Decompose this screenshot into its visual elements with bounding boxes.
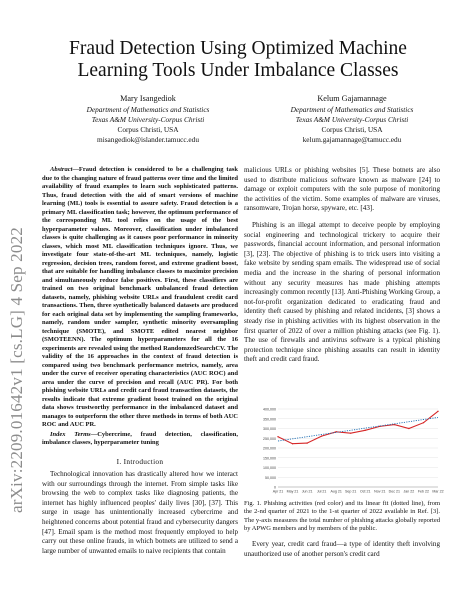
author-email: kelum.gajamannage@tamucc.edu	[302, 135, 402, 144]
y-tick-label: 300,000	[263, 427, 276, 431]
phishing-activity-point	[306, 442, 307, 443]
figure-caption: Fig. 1. Phishing activities (red color) and its linear fit (dotted line), from the 2-nd quarter of 2021 to the 1-st quarter of 2022 available in Ref. [3]. The y-axis measures the total number of phishing attacks globally reported by APWG members and by members of the public.	[244, 500, 440, 533]
author-email: misangediok@islander.tamucc.edu	[97, 135, 199, 144]
index-terms	[42, 431, 238, 448]
author-name: Mary Isangediok	[120, 94, 176, 103]
x-tick-label: Dec 21	[388, 489, 401, 494]
arxiv-identifier-text: arXiv:2209.01642v1 [cs.LG] 4 Sep 2022	[7, 227, 27, 513]
author-university: Texas A&M University-Corpus Christi	[91, 115, 205, 124]
right-paragraph-2: Phishing is an illegal attempt to deceive people by employing social engineering and technological trickery to acquire their passwords, financial account information, and personal information [3], [23]. The objective of phishing is to trick users into visiting a fake website by sending spam emails. The widespread use of social media and the increase in the sharing of personal information without any security measures has made phishing attempts increasingly common recently [13]. Anti-Phishing Working Group, a not-for-profit organization dedicated to eradicating fraud and identity theft caused by phishing and related incidents, [3] shows a steady rise in phishing activities with its highest observation in the first quarter of 2022 of over a million phishing attacks (see Fig. 1). The use of firewalls and antivirus software is a typical phishing protection technique since phishing assaults can result in identity theft and credit card fraud.	[244, 220, 440, 364]
intro-paragraph: Technological innovation has drastically altered how we interact with our surroundings through the internet. From simple tasks like browsing the web to complex tasks like diagnosing patients, the internet has highly influenced peoples' daily lives [30], [37]. This surge in usage has unintentionally increased cybercrime and heightened concerns about potential fraud and cybersecurity dangers [47]. Email spam is the method most frequently employed to help carry out these online frauds, in which botnets are utilized to send a large number of unwanted emails to naive recipients that contain	[42, 470, 238, 555]
phishing-activity-point	[292, 443, 293, 444]
x-tick-label: Aug 21	[330, 489, 342, 494]
phishing-activity-point	[408, 428, 409, 429]
abstract	[42, 166, 238, 430]
x-tick-label: Feb 22	[417, 489, 430, 494]
author-name: Kelum Gajamannage	[317, 94, 387, 103]
author-block-2	[262, 94, 442, 145]
author-department: Department of Mathematics and Statistics	[86, 105, 210, 114]
y-tick-label: 50,000	[265, 475, 276, 480]
y-tick-label: 250,000	[263, 436, 276, 441]
x-tick-label: Jul 21	[316, 489, 327, 494]
arxiv-identifier-stamp	[2, 160, 32, 580]
author-university: Texas A&M University-Corpus Christi	[295, 115, 409, 124]
y-tick-label: 150,000	[263, 456, 276, 461]
x-tick-label: Apr 21	[272, 489, 284, 494]
phishing-activity-point	[350, 432, 351, 433]
index-terms-label: Index Terms	[50, 430, 91, 438]
linear-fit-series-line	[278, 417, 438, 441]
x-tick-label: Jun 21	[301, 489, 313, 494]
phishing-activity-point	[365, 430, 366, 431]
phishing-activity-point	[321, 435, 322, 436]
y-tick-label: 350,000	[263, 417, 276, 422]
x-tick-label: Oct 21	[359, 489, 371, 494]
y-tick-label: 200,000	[263, 446, 276, 451]
y-tick-label: 400,000	[263, 407, 276, 412]
section-heading: I. Introduction	[116, 456, 164, 466]
y-tick-label: 100,000	[263, 466, 276, 470]
x-tick-label: Nov 21	[374, 489, 386, 494]
x-tick-label: Jan 22	[403, 489, 415, 494]
left-column	[42, 166, 238, 556]
index-terms-text: —Cybercrime, fraud detection, classification, imbalance classes, hyperparameter tuning	[42, 430, 239, 446]
phishing-activity-point	[277, 436, 278, 437]
phishing-activity-series-line	[278, 411, 438, 443]
title-line-1: Fraud Detection Using Optimized Machine	[69, 38, 407, 59]
right-column	[244, 166, 440, 365]
paper-title	[36, 38, 440, 82]
author-city: Corpus Christi, USA	[321, 125, 383, 134]
right-paragraph-1: malicious URLs or phishing websites [5]. These botnets are also used to distribute malicious software known as malware [24] to damage or exploit computers with the sole purpose of monitoring the activities of the victim. Some examples of malware are viruses, ransomware, Trojan horse, spyware, etc. [43].	[244, 166, 440, 213]
x-tick-label: Mar 22	[432, 489, 444, 494]
phishing-activity-line-chart	[248, 405, 442, 499]
x-tick-label: Sep 21	[345, 489, 357, 494]
author-city: Corpus Christi, USA	[117, 125, 179, 134]
phishing-activity-point	[437, 411, 438, 412]
right-column-continued	[244, 540, 440, 559]
abstract-label: Abstract	[50, 166, 73, 173]
abstract-text: —Fraud detection is considered to be a challenging task due to the changing nature of fraud patterns over time and the limited availability of fraud examples to learn such sophisticated patterns. Thus, fraud detection with the aid of smart versions of machine learning (ML) tools is essential to assure safety. Fraud detection is a primary ML classification task; however, the optimum performance of the corresponding ML tool relies on the usage of the best hyperparameter values. Moreover, classification under imbalanced classes is quite challenging as it causes poor performance in minority classes, which most ML classification techniques ignore. Thus, we investigate four state-of-the-art ML techniques, namely, logistic regression, decision trees, random forest, and extreme gradient boost, that are suitable for handling imbalance classes to maximize precision and simultaneously reduce false positives. First, these classifiers are trained on two original benchmark unbalanced fraud detection datasets, namely, phishing website URLs and fraudulent credit card transactions. Then, three synthetically balanced datasets are produced for each original data set by implementing the sampling frameworks, namely, random under sampler, synthetic minority oversampling technique (SMOTE), and SMOTE edited nearest neighbor (SMOTEENN). The optimum hyperparameters for all the 16 experiments are revealed using the method RandomzedSearchCV. The validity of the 16 approaches in the context of fraud detection is compared using two benchmark performance metrics, namely, area under the curve of receiver operating characteristics (AUC ROC) and area under the curve of precision and recall (AUC PR). For both phishing website URLs and credit card fraud transaction datasets, the results indicate that extreme gradient boost trained on the original data shows trustworthy performance in the imbalanced dataset and manages to outperform the other three methods in terms of both AUC ROC and AUC PR.	[42, 166, 238, 428]
author-department: Department of Mathematics and Statistics	[290, 105, 414, 114]
title-line-2: Learning Tools Under Imbalance Classes	[77, 60, 399, 81]
phishing-activity-point	[423, 422, 424, 423]
y-tick-label: 0	[274, 485, 276, 490]
author-block-1	[58, 94, 238, 145]
x-tick-label: May 21	[286, 489, 299, 494]
right-paragraph-3: Every year, credit card fraud—a type of identity theft involving unauthorized use of another person's credit card	[244, 540, 440, 558]
